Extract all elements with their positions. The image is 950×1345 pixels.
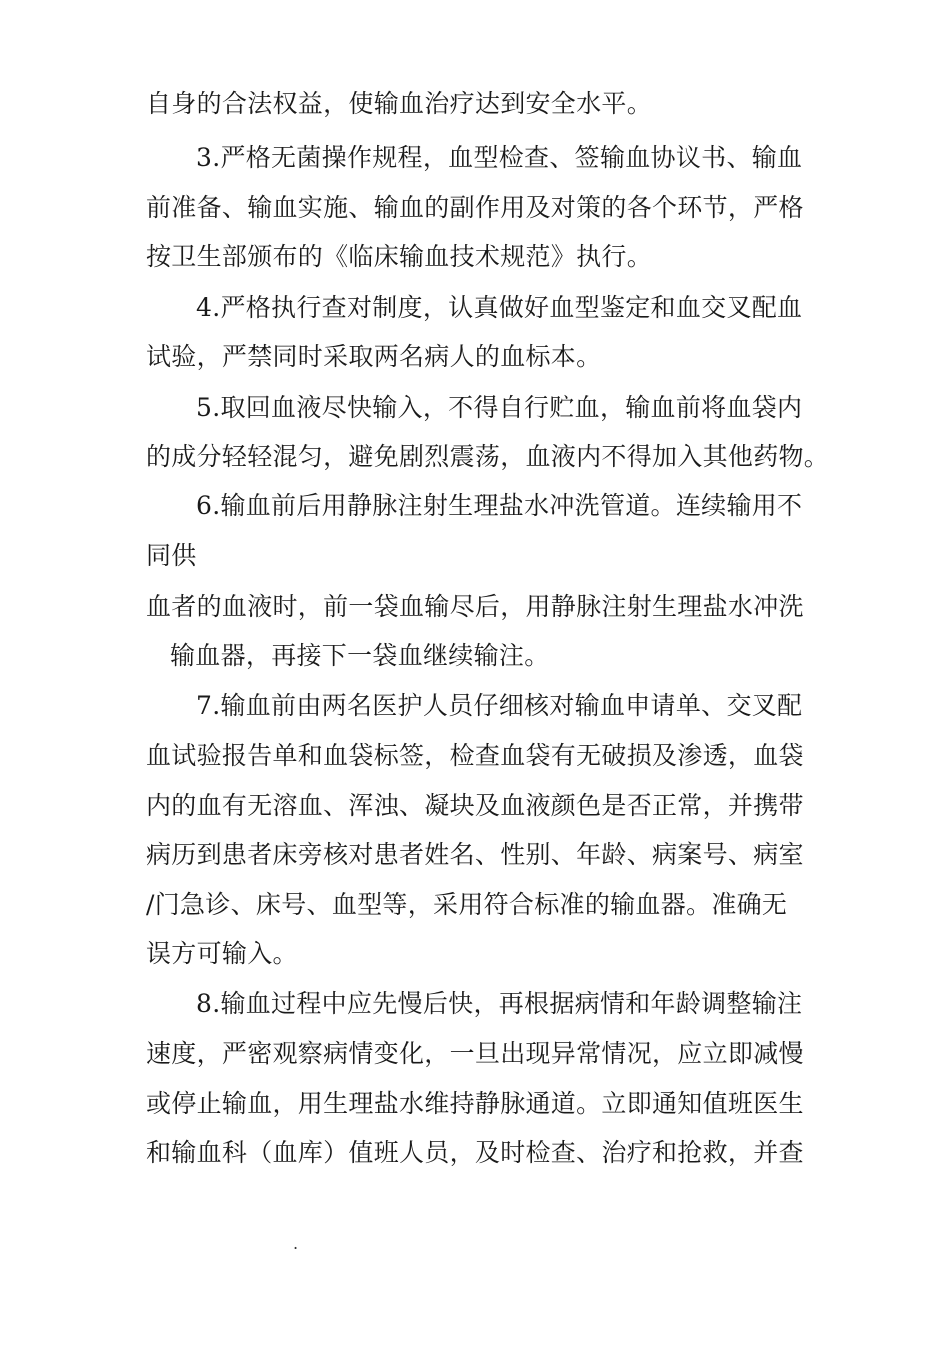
text-line-1: 自身的合法权益，使输血治疗达到安全水平。 — [146, 89, 653, 118]
text-line-10: 同供 — [146, 541, 197, 570]
text-line-11: 血者的血液时，前一袋血输尽后，用静脉注射生理盐水冲洗 — [146, 592, 804, 621]
text-line-4: 按卫生部颁布的《临床输血技术规范》执行。 — [146, 242, 653, 271]
text-line-12: 输血器，再接下一袋血继续输注。 — [170, 641, 550, 670]
text-line-5: 4.严格执行查对制度，认真做好血型鉴定和血交叉配血 — [196, 293, 803, 322]
text-line-19: 8.输血过程中应先慢后快，再根据病情和年龄调整输注 — [196, 989, 803, 1018]
text-line-7: 5.取回血液尽快输入，不得自行贮血，输血前将血袋内 — [196, 393, 803, 422]
text-line-16: 病历到患者床旁核对患者姓名、性别、年龄、病案号、病室 — [146, 840, 804, 869]
text-line-3: 前准备、输血实施、输血的副作用及对策的各个环节，严格 — [146, 193, 804, 222]
text-line-13: 7.输血前由两名医护人员仔细核对输血申请单、交叉配 — [196, 691, 803, 720]
text-line-17: /门急诊、床号、血型等，采用符合标准的输血器。准确无 — [146, 890, 788, 919]
text-line-14: 血试验报告单和血袋标签，检查血袋有无破损及渗透，血袋 — [146, 741, 804, 770]
text-line-6: 试验，严禁同时采取两名病人的血标本。 — [146, 342, 602, 371]
text-line-8: 的成分轻轻混匀，避免剧烈震荡，血液内不得加入其他药物。 — [146, 442, 830, 471]
text-line-22: 和输血科（血库）值班人员，及时检查、治疗和抢救，并查 — [146, 1138, 804, 1167]
text-line-9: 6.输血前后用静脉注射生理盐水冲洗管道。连续输用不 — [196, 491, 803, 520]
text-line-2: 3.严格无菌操作规程，血型检查、签输血协议书、输血 — [196, 143, 803, 172]
text-line-18: 误方可输入。 — [146, 939, 298, 968]
text-line-15: 内的血有无溶血、浑浊、凝块及血液颜色是否正常，并携带 — [146, 791, 804, 820]
text-line-21: 或停止输血，用生理盐水维持静脉通道。立即通知值班医生 — [146, 1089, 804, 1118]
text-line-20: 速度，严密观察病情变化，一旦出现异常情况，应立即减慢 — [146, 1039, 804, 1068]
footer-mark: . — [293, 1234, 299, 1253]
